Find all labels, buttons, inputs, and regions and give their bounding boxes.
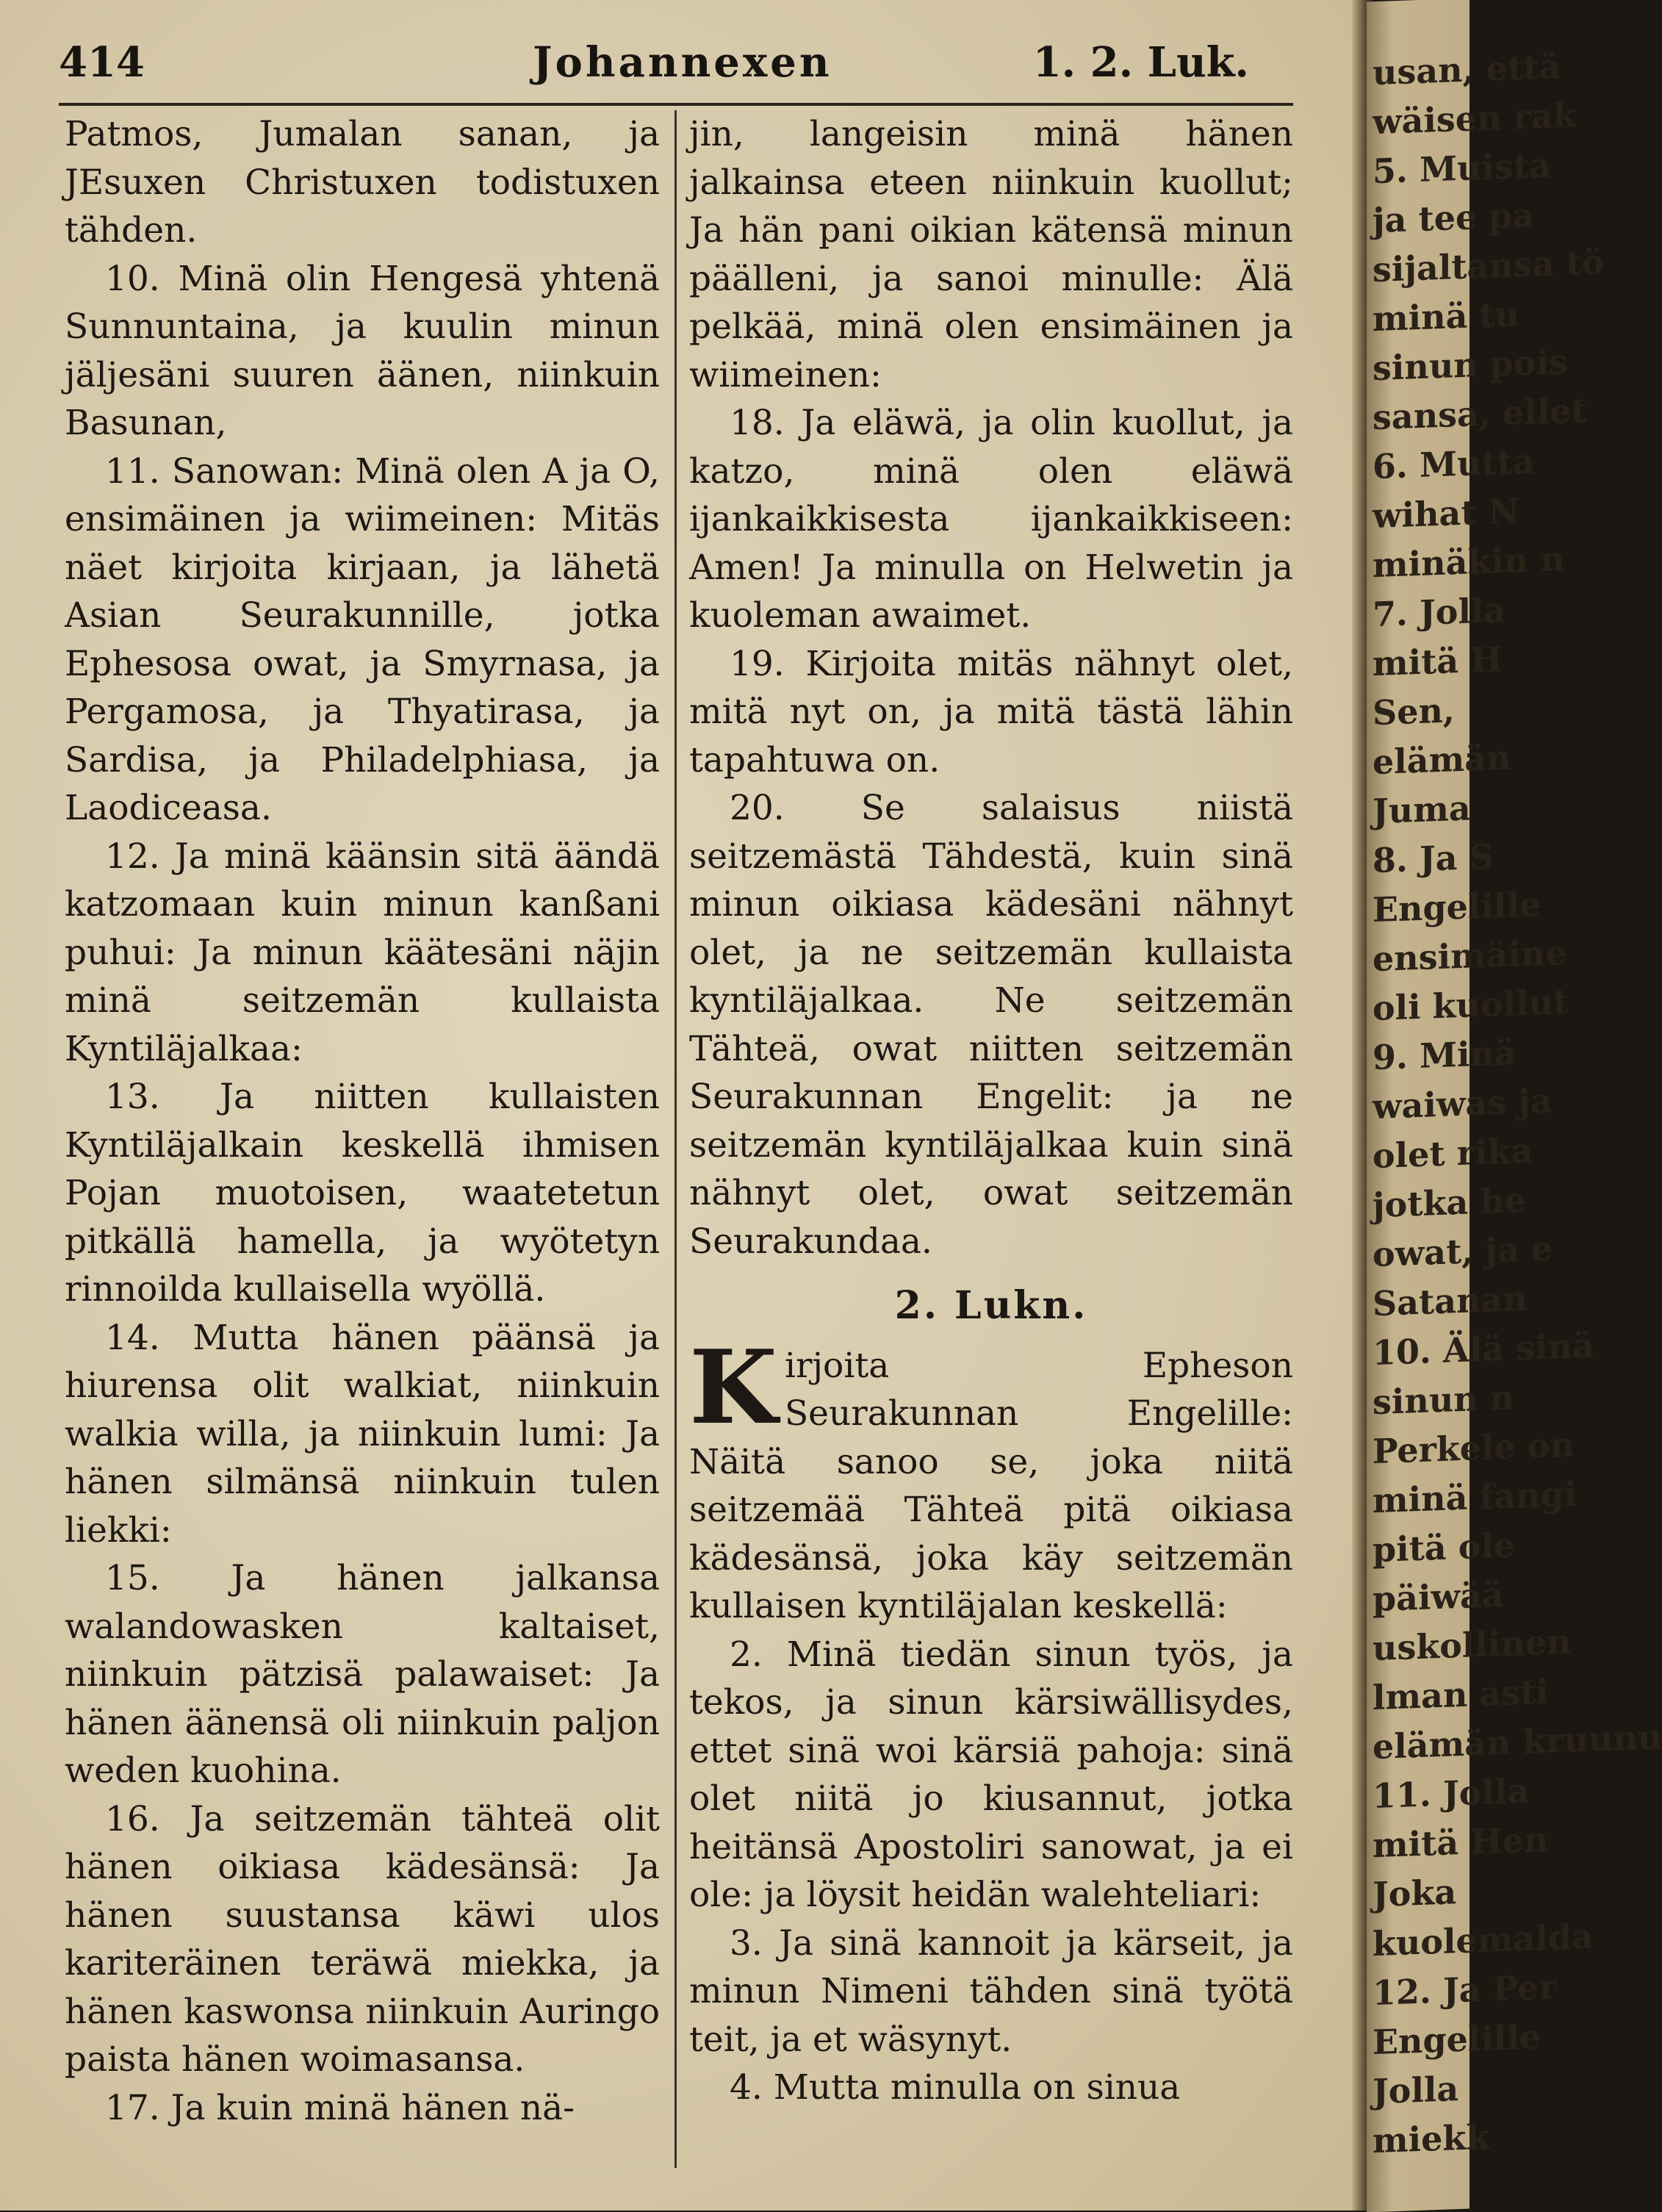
- adjacent-page-text-fragment: elämän: [1373, 737, 1511, 783]
- adjacent-page-text-fragment: sinun pois: [1373, 341, 1568, 389]
- adjacent-page-text-fragment: lman asti: [1373, 1671, 1549, 1718]
- adjacent-page-text-fragment: kuolemalda: [1373, 1916, 1594, 1964]
- adjacent-page-text-fragment: ja tee pa: [1373, 195, 1535, 241]
- adjacent-page-text-fragment: mitä H: [1373, 639, 1503, 684]
- adjacent-page-text-fragment: ensimäine: [1373, 932, 1567, 980]
- adjacent-page-text-fragment: Sen,: [1373, 690, 1455, 733]
- adjacent-page-text-fragment: 12. Ja Per: [1373, 1967, 1557, 2014]
- adjacent-page-text-fragment: 7. Jolla: [1373, 589, 1506, 635]
- adjacent-page-text-fragment: waiwas ja: [1373, 1080, 1553, 1127]
- running-title: Johannexen: [533, 38, 832, 87]
- adjacent-page-text-fragment: olet rika: [1373, 1130, 1533, 1177]
- adjacent-page-text-fragment: owat, ja e: [1373, 1228, 1553, 1275]
- adjacent-page-text-fragment: päiwää: [1373, 1574, 1504, 1620]
- adjacent-page-text-fragment: sijaltansa tö: [1373, 242, 1605, 290]
- adjacent-page-edge: [1367, 0, 1662, 2212]
- verse-paragraph: 18. Ja eläwä, ja olin kuollut, ja katzo, minä olen eläwä ijankaikkisesta ijankaikkiseen: Amen! Ja minulla on Helwetin ja kuoleman awaimet.: [689, 403, 1293, 636]
- verse-paragraph: Patmos, Jumalan sanan, ja JEsuxen Christuxen todistuxen tähden.: [65, 114, 660, 251]
- verse-paragraph: 12. Ja minä käänsin sitä äändä katzomaan kuin minun kanßani puhui: Ja minun käätesäni näjin minä seitzemän kullaista Kyntiläjalkaa:: [65, 836, 660, 1069]
- verse-paragraph: 4. Mutta minulla on sinua: [730, 2067, 1181, 2108]
- chapter-opening-paragraph: [689, 1326, 1293, 1631]
- verse-paragraph: 19. Kirjoita mitäs nähnyt olet, mitä nyt on, ja mitä tästä lähin tapahtuwa on.: [689, 643, 1293, 780]
- adjacent-page-text-fragment: pitä ole: [1373, 1525, 1516, 1570]
- adjacent-page-text-fragment: Satanan: [1373, 1278, 1528, 1324]
- chapter-reference: 1. 2. Luk.: [1032, 38, 1249, 87]
- verse-paragraph: 10. Minä olin Hengesä yhtenä Sunnuntaina, ja kuulin minun jäljesäni suuren äänen, niinkuin Basunan,: [65, 258, 660, 443]
- adjacent-page-text-fragment: sinun n: [1373, 1377, 1515, 1423]
- running-header: [59, 38, 1301, 97]
- chapter-heading: 2. Lukn.: [894, 1283, 1088, 1328]
- verse-paragraph: 17. Ja kuin minä hänen nä-: [105, 2087, 575, 2128]
- adjacent-page-text-fragment: 11. Jolla: [1373, 1770, 1530, 1817]
- adjacent-page-text-fragment: miekk: [1373, 2116, 1490, 2161]
- verse-paragraph: 11. Sanowan: Minä olen A ja O, ensimäinen ja wiimeinen: Mitäs näet kirjoita kirjaan, ja lähetä Asian Seurakunnille, jotka Ephesosa owat, ja Smyrnasa, ja Pergamosa, ja Thyatirasa, ja Sardisa, ja Philadelphiasa, ja Laodiceasa.: [65, 450, 660, 828]
- adjacent-page-text-fragment: Engelille: [1373, 884, 1542, 930]
- adjacent-page-text-fragment: 8. Ja S: [1373, 836, 1494, 881]
- left-column: [65, 110, 660, 2132]
- adjacent-page-text-fragment: minä fangi: [1373, 1473, 1578, 1521]
- adjacent-page-text-fragment: minäkin n: [1373, 539, 1565, 586]
- adjacent-page-text-fragment: Perkele on: [1373, 1424, 1575, 1472]
- adjacent-page-text-fragment: Jolla: [1373, 2069, 1459, 2112]
- right-column: [689, 110, 1293, 2112]
- verse-paragraph: 16. Ja seitzemän tähteä olit hänen oikiasa kädesänsä: Ja hänen suustansa käwi ulos kariteräinen teräwä miekka, ja hänen kaswonsa niinkuin Auringo paista hänen woimasansa.: [65, 1798, 660, 2080]
- adjacent-page-text-fragment: usan, että: [1373, 46, 1561, 93]
- drop-cap: K: [689, 1326, 777, 1447]
- verse-paragraph: 20. Se salaisus niistä seitzemästä Tähdestä, kuin sinä minun oikiasa kädesäni nähnyt olet, ja ne seitzemän kullaista kyntiläjalkaa. Ne seitzemän Tähteä, owat niitten seitzemän Seurakunnan Engelit: ja ne seitzemän kyntiläjalkaa kuin sinä nähnyt olet, owat seitzemän Seurakundaa.: [689, 788, 1293, 1262]
- verse-paragraph: 15. Ja hänen jalkansa walandowasken kaltaiset, niinkuin pätzisä palawaiset: Ja hänen äänensä oli niinkuin paljon weden kuohina.: [65, 1558, 660, 1791]
- verse-paragraph: 2. Minä tiedän sinun työs, ja tekos, ja sinun kärsiwällisydes, ettet sinä woi kärsiä pahoja: sinä olet niitä jo kiusannut, jotka heitänsä Apostoliri sanowat, ja ei ole: ja löysit heidän walehteliari:: [689, 1634, 1293, 1915]
- adjacent-page-text-fragment: 5. Muista: [1373, 145, 1551, 192]
- adjacent-page-text-fragment: Joka: [1373, 1872, 1457, 1915]
- adjacent-page-text-fragment: oli kuollut: [1373, 981, 1569, 1029]
- adjacent-page-text-fragment: jotka he: [1373, 1179, 1526, 1226]
- adjacent-page-text-fragment: Juma: [1373, 788, 1471, 832]
- adjacent-page-text-fragment: 6. Mutta: [1373, 441, 1535, 487]
- adjacent-page-text-fragment: 9. Minä: [1373, 1033, 1517, 1078]
- adjacent-page-text-fragment: mitä Hen: [1373, 1819, 1549, 1866]
- adjacent-page-text-fragment: elämän kruunu: [1373, 1717, 1662, 1767]
- page-number: 414: [59, 38, 145, 87]
- adjacent-page-text-fragment: Engelille: [1373, 2017, 1542, 2063]
- verse-paragraph: jin, langeisin minä hänen jalkainsa eteen niinkuin kuollut; Ja hän pani oikian kätensä minun päälleni, ja sanoi minulle: Älä pelkää, minä olen ensimäinen ja wiimeinen:: [689, 114, 1293, 395]
- adjacent-page-text-fragment: minä tu: [1373, 294, 1520, 340]
- adjacent-page-text-fragment: sansa, ellet: [1373, 389, 1587, 438]
- verse-paragraph: 14. Mutta hänen päänsä ja hiurensa olit walkiat, niinkuin walkia willa, ja niinkuin lumi: Ja hänen silmänsä niinkuin tulen liekki:: [65, 1317, 660, 1551]
- verse-paragraph: 13. Ja niitten kullaisten Kyntiläjalkain keskellä ihmisen Pojan muotoisen, waatetetun pitkällä hamella, ja wyötetyn rinnoilda kullaisella wyöllä.: [65, 1077, 660, 1310]
- adjacent-page-text-fragment: uskollinen: [1373, 1621, 1572, 1669]
- column-divider: [674, 110, 677, 2168]
- chapter-opening-text: irjoita Epheson Seurakunnan Engelille: Näitä sanoo se, joka niitä seitzemää Tähteä pitä oikiasa kädesänsä, joka käy seitzemän kullaisen kyntiläjalan keskellä:: [689, 1345, 1293, 1626]
- adjacent-page-text-fragment: 10. Älä sinä: [1373, 1325, 1594, 1373]
- verse-paragraph: 3. Ja sinä kannoit ja kärseit, ja minun Nimeni tähden sinä työtä teit, ja et wäsynyt.: [689, 1922, 1293, 2060]
- adjacent-page-text-fragment: wihat N: [1373, 491, 1519, 536]
- adjacent-page-text-fragment: wäisen rak: [1373, 95, 1577, 143]
- header-rule: [59, 103, 1293, 106]
